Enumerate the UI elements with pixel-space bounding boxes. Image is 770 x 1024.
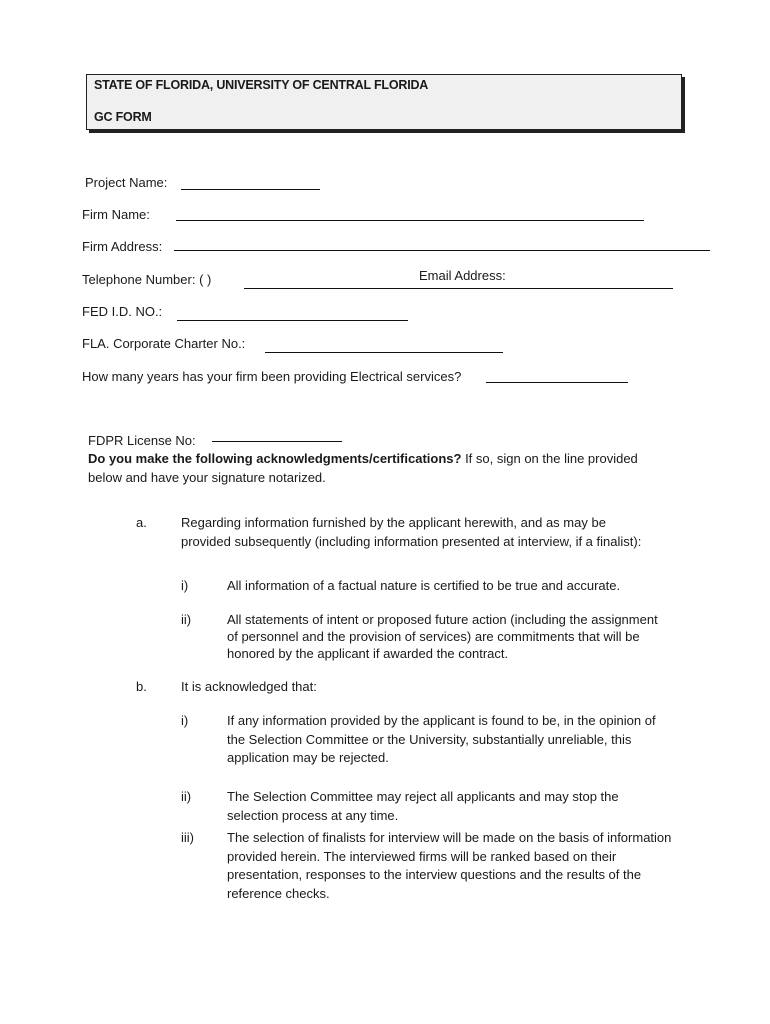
item-b-i-marker: i) [181, 713, 189, 728]
item-b-ii-marker: ii) [181, 789, 192, 804]
years-question: How many years has your firm been providing Electrical services? [82, 369, 462, 384]
item-a-ii-marker: ii) [181, 612, 192, 627]
telephone-email-field[interactable] [244, 288, 673, 289]
firm-name-label: Firm Name: [82, 207, 150, 222]
form-header-box [86, 74, 682, 130]
project-name-label: Project Name: [85, 175, 168, 190]
ack-question [88, 451, 638, 466]
telephone-label: Telephone Number: ( ) [82, 272, 212, 287]
item-b-iii-text: The selection of finalists for interview will be made on the basis of information provided herein. The interviewed firms will be ranked based on their presentation, responses to the interview questions and the results of the reference checks. [227, 830, 672, 901]
years-field[interactable] [486, 382, 628, 383]
fdpr-label: FDPR License No: [88, 433, 196, 448]
ack-question-rest: If so, sign on the line provided [461, 451, 638, 466]
firm-address-field[interactable] [174, 250, 710, 251]
ack-question-line2: below and have your signature notarized. [88, 470, 326, 485]
fed-id-field[interactable] [177, 320, 408, 321]
fdpr-field[interactable] [212, 441, 342, 442]
fla-charter-label: FLA. Corporate Charter No.: [82, 336, 246, 351]
email-label: Email Address: [419, 268, 506, 283]
item-a-i-marker: i) [181, 578, 189, 593]
item-a-i-text: All information of a factual nature is certified to be true and accurate. [227, 578, 621, 593]
ack-question-bold: Do you make the following acknowledgments/certifications? [88, 451, 462, 466]
fed-id-label: FED I.D. NO.: [82, 304, 163, 319]
item-a-text: Regarding information furnished by the applicant herewith, and as may be provided subsequently (including information presented at interview, if a finalist): [181, 515, 642, 549]
item-b-text: It is acknowledged that: [181, 679, 317, 694]
firm-name-field[interactable] [176, 220, 644, 221]
item-b-marker: b. [136, 679, 147, 694]
item-b-iii-marker: iii) [181, 830, 194, 845]
header-title: STATE OF FLORIDA, UNIVERSITY OF CENTRAL FLORIDA [94, 78, 429, 92]
project-name-field[interactable] [181, 189, 320, 190]
item-a-ii-text: All statements of intent or proposed future action (including the assignment of personnel and the provision of services) are commitments that will be honored by the applicant if awarded the contract. [227, 612, 658, 661]
item-b-ii-text: The Selection Committee may reject all applicants and may stop the selection process at any time. [227, 789, 619, 823]
form-name: GC FORM [94, 110, 152, 124]
item-a-marker: a. [136, 515, 147, 530]
item-b-i-text: If any information provided by the applicant is found to be, in the opinion of the Selection Committee or the University, substantially unreliable, this application may be rejected. [227, 713, 656, 765]
firm-address-label: Firm Address: [82, 239, 163, 254]
fla-charter-field[interactable] [265, 352, 503, 353]
